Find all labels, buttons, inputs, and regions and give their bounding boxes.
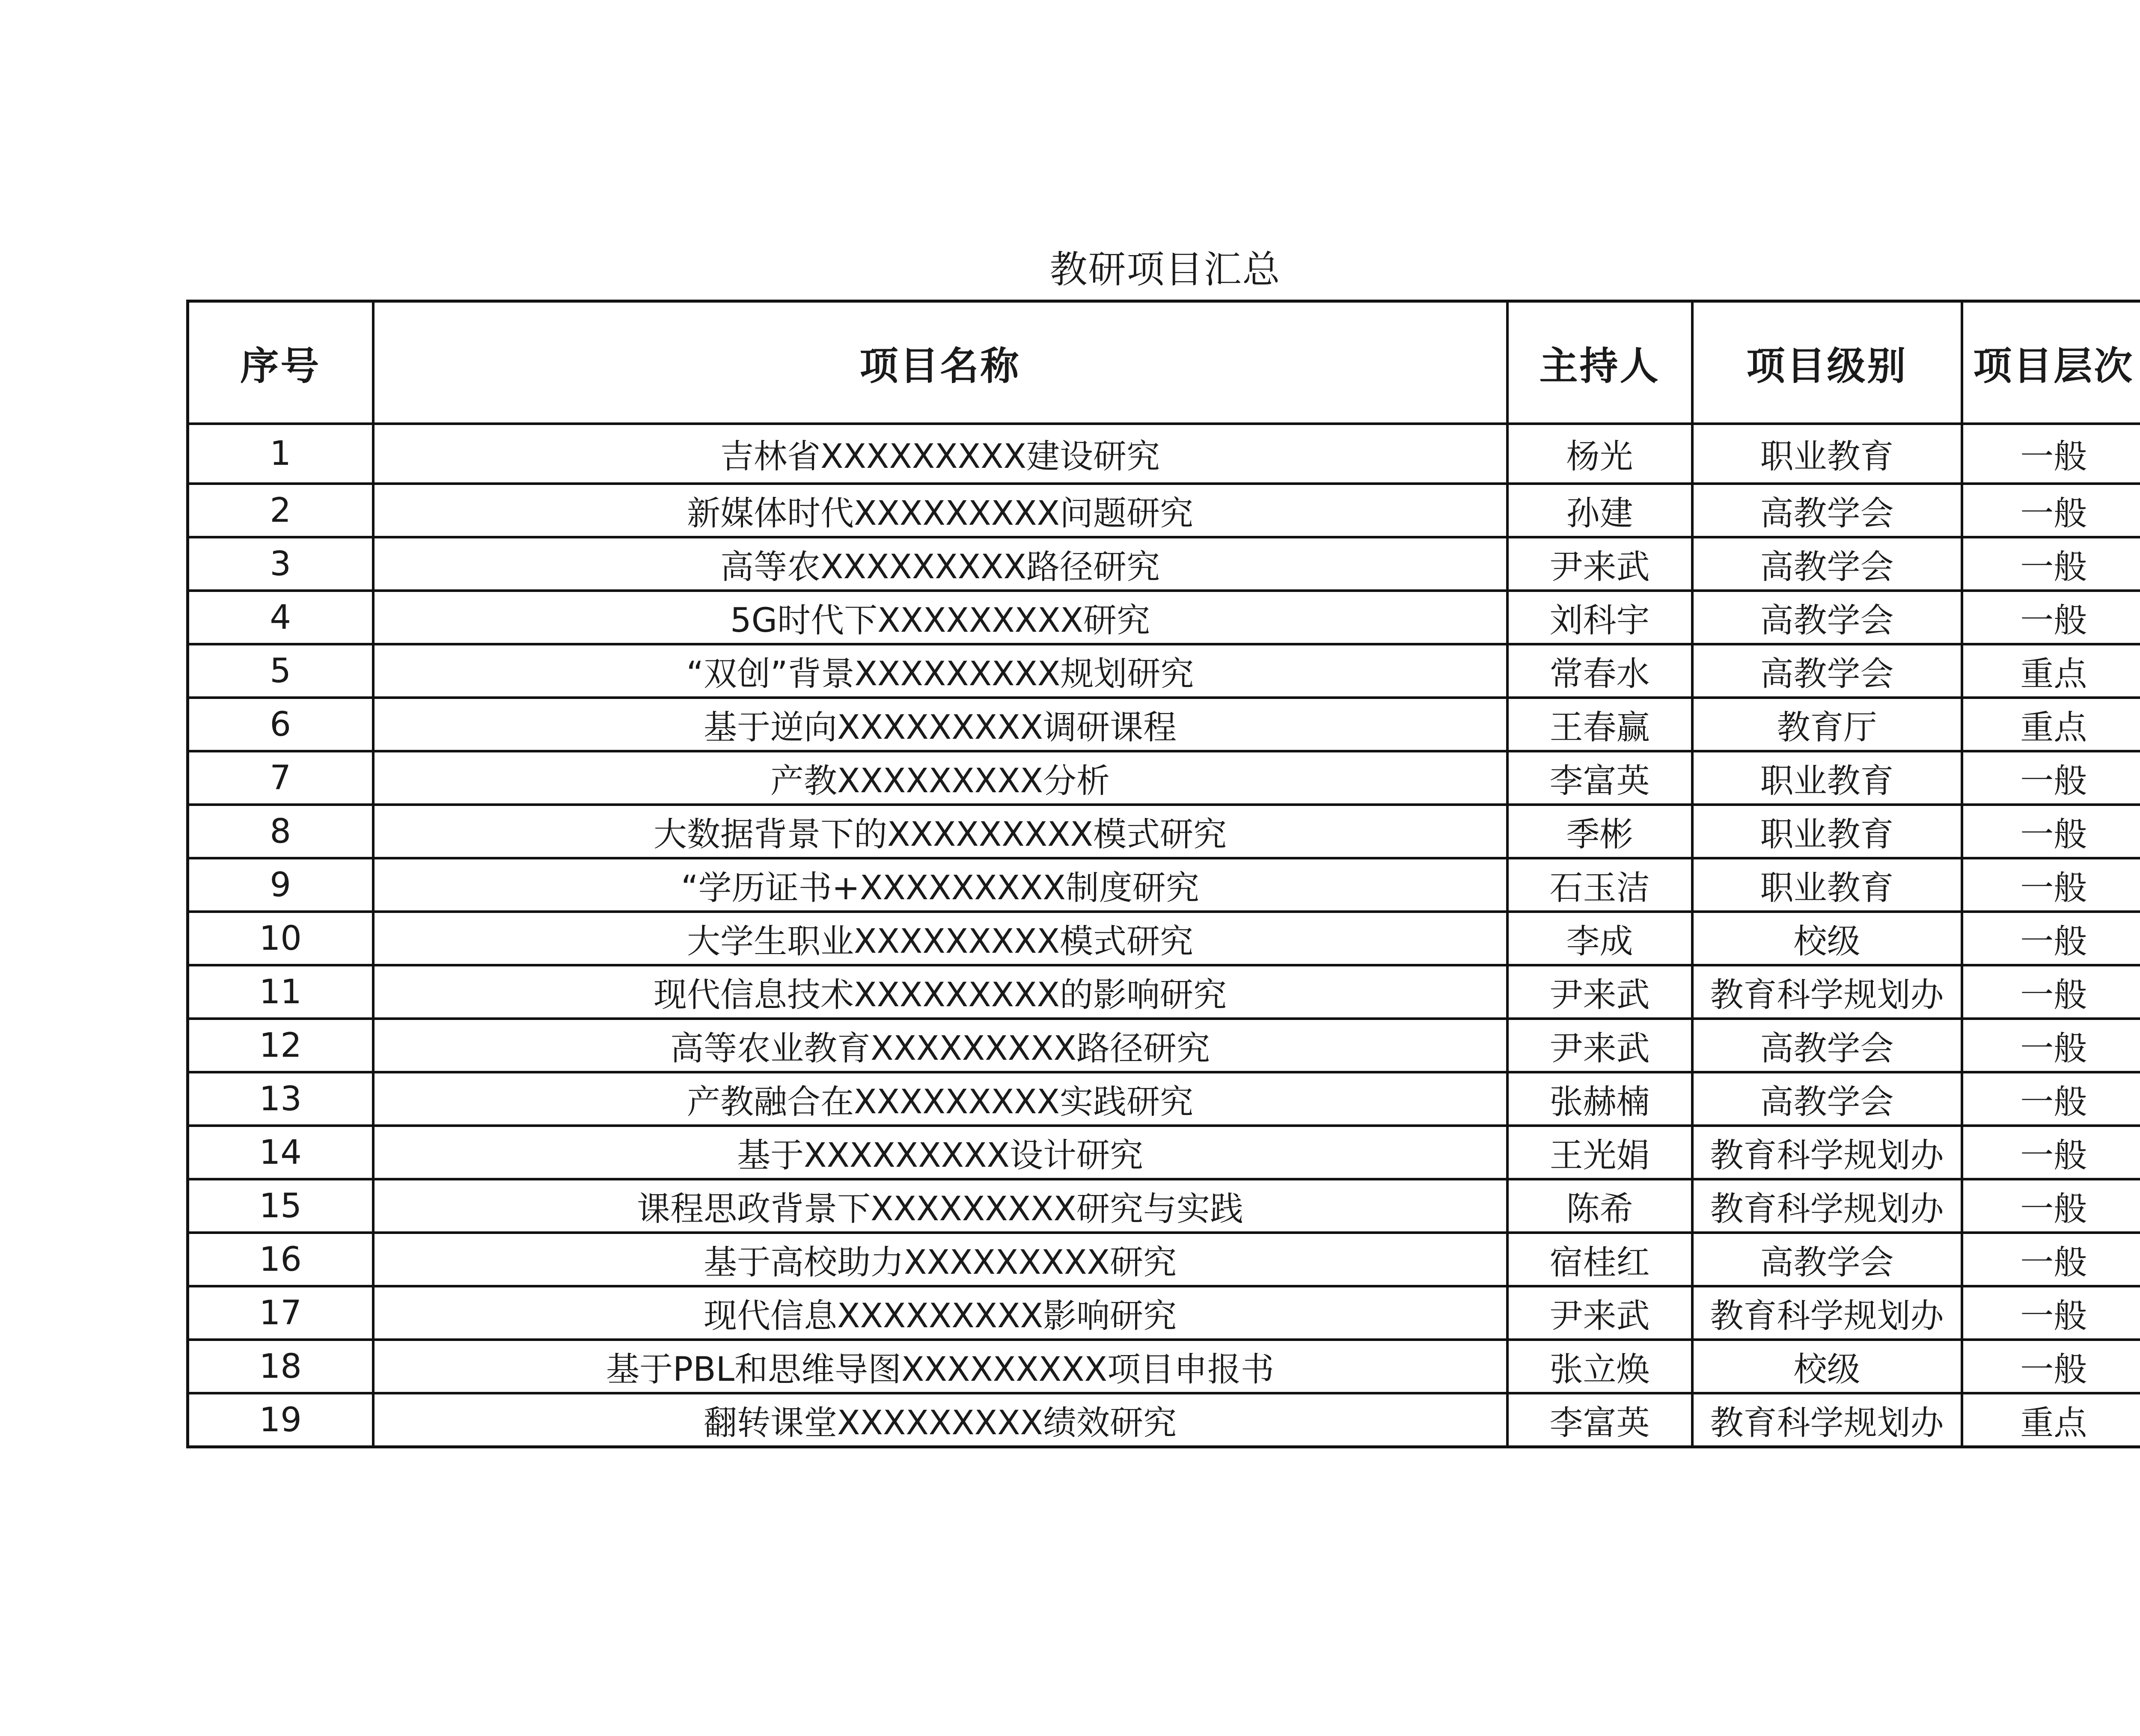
table-row	[188, 858, 2140, 912]
cell-host: 李富英	[1507, 1393, 1692, 1447]
cell-host: 尹来武	[1507, 537, 1692, 591]
cell-project-level: 高教学会	[1692, 1233, 1962, 1286]
cell-project-level: 校级	[1692, 912, 1962, 965]
cell-host: 孙建	[1507, 484, 1692, 537]
page-title: 教研项目汇总	[1049, 247, 1281, 291]
cell-project-level: 职业教育	[1692, 858, 1962, 912]
cell-project-level: 教育科学规划办	[1692, 1126, 1962, 1179]
cell-project-tier: 一般	[1962, 1286, 2140, 1340]
header-index: 序号	[188, 301, 373, 424]
cell-index: 19	[188, 1393, 373, 1447]
table-row	[188, 1233, 2140, 1286]
cell-index: 11	[188, 965, 373, 1019]
project-summary-table	[186, 300, 2140, 1448]
cell-project-name: 现代信息技术XXXXXXXXX的影响研究	[373, 965, 1507, 1019]
cell-project-name: 产教融合在XXXXXXXXX实践研究	[373, 1072, 1507, 1126]
table-row	[188, 1393, 2140, 1447]
cell-index: 4	[188, 591, 373, 644]
cell-index: 14	[188, 1126, 373, 1179]
cell-host: 王春赢	[1507, 698, 1692, 751]
table-row	[188, 1126, 2140, 1179]
cell-index: 3	[188, 537, 373, 591]
table-header	[188, 301, 2140, 424]
header-project-tier: 项目层次	[1962, 301, 2140, 424]
cell-project-tier: 重点	[1962, 644, 2140, 698]
cell-project-tier: 一般	[1962, 1179, 2140, 1233]
cell-project-name: 翻转课堂XXXXXXXXX绩效研究	[373, 1393, 1507, 1447]
cell-project-level: 高教学会	[1692, 1019, 1962, 1072]
table-body	[188, 424, 2140, 1447]
cell-project-level: 教育厅	[1692, 698, 1962, 751]
table-row	[188, 424, 2140, 484]
cell-project-tier: 一般	[1962, 858, 2140, 912]
cell-project-level: 职业教育	[1692, 424, 1962, 484]
cell-project-level: 高教学会	[1692, 537, 1962, 591]
cell-project-tier: 一般	[1962, 965, 2140, 1019]
cell-project-tier: 一般	[1962, 537, 2140, 591]
table-row	[188, 698, 2140, 751]
cell-project-tier: 一般	[1962, 1072, 2140, 1126]
cell-project-tier: 一般	[1962, 912, 2140, 965]
cell-project-level: 教育科学规划办	[1692, 965, 1962, 1019]
cell-project-name: “双创”背景XXXXXXXXX规划研究	[373, 644, 1507, 698]
cell-project-level: 高教学会	[1692, 1072, 1962, 1126]
header-project-level: 项目级别	[1692, 301, 1962, 424]
cell-index: 2	[188, 484, 373, 537]
cell-host: 杨光	[1507, 424, 1692, 484]
cell-project-name: 现代信息XXXXXXXXX影响研究	[373, 1286, 1507, 1340]
table-row	[188, 484, 2140, 537]
cell-host: 张立焕	[1507, 1340, 1692, 1393]
cell-project-tier: 重点	[1962, 698, 2140, 751]
cell-project-name: 基于高校助力XXXXXXXXX研究	[373, 1233, 1507, 1286]
cell-host: 石玉洁	[1507, 858, 1692, 912]
cell-host: 尹来武	[1507, 965, 1692, 1019]
table-row	[188, 1286, 2140, 1340]
cell-project-name: 高等农业教育XXXXXXXXX路径研究	[373, 1019, 1507, 1072]
cell-host: 刘科宇	[1507, 591, 1692, 644]
cell-project-tier: 一般	[1962, 1233, 2140, 1286]
cell-project-level: 职业教育	[1692, 805, 1962, 858]
cell-host: 常春水	[1507, 644, 1692, 698]
cell-index: 18	[188, 1340, 373, 1393]
header-host: 主持人	[1507, 301, 1692, 424]
table-row	[188, 1179, 2140, 1233]
cell-project-name: “学历证书+XXXXXXXXX制度研究	[373, 858, 1507, 912]
table-row	[188, 1019, 2140, 1072]
cell-project-tier: 一般	[1962, 1126, 2140, 1179]
cell-project-tier: 一般	[1962, 484, 2140, 537]
table-row	[188, 805, 2140, 858]
cell-project-name: 基于XXXXXXXXX设计研究	[373, 1126, 1507, 1179]
cell-project-name: 5G时代下XXXXXXXXX研究	[373, 591, 1507, 644]
cell-index: 13	[188, 1072, 373, 1126]
cell-project-tier: 一般	[1962, 1340, 2140, 1393]
cell-index: 17	[188, 1286, 373, 1340]
table-row	[188, 1072, 2140, 1126]
cell-project-level: 教育科学规划办	[1692, 1179, 1962, 1233]
cell-index: 9	[188, 858, 373, 912]
table-row	[188, 912, 2140, 965]
cell-host: 尹来武	[1507, 1286, 1692, 1340]
cell-project-tier: 一般	[1962, 805, 2140, 858]
header-project-name: 项目名称	[373, 301, 1507, 424]
cell-index: 10	[188, 912, 373, 965]
cell-host: 李富英	[1507, 751, 1692, 805]
cell-host: 宿桂红	[1507, 1233, 1692, 1286]
cell-project-name: 吉林省XXXXXXXXX建设研究	[373, 424, 1507, 484]
cell-host: 季彬	[1507, 805, 1692, 858]
cell-host: 陈希	[1507, 1179, 1692, 1233]
table-row	[188, 965, 2140, 1019]
cell-project-level: 高教学会	[1692, 484, 1962, 537]
cell-project-tier: 重点	[1962, 1393, 2140, 1447]
table-row	[188, 591, 2140, 644]
cell-project-tier: 一般	[1962, 751, 2140, 805]
cell-project-level: 高教学会	[1692, 644, 1962, 698]
cell-project-tier: 一般	[1962, 424, 2140, 484]
header-row	[188, 301, 2140, 424]
table-row	[188, 1340, 2140, 1393]
table-row	[188, 537, 2140, 591]
cell-host: 王光娟	[1507, 1126, 1692, 1179]
cell-index: 7	[188, 751, 373, 805]
cell-project-level: 教育科学规划办	[1692, 1286, 1962, 1340]
cell-project-tier: 一般	[1962, 1019, 2140, 1072]
table-row	[188, 751, 2140, 805]
cell-index: 1	[188, 424, 373, 484]
cell-project-name: 基于PBL和思维导图XXXXXXXXX项目申报书	[373, 1340, 1507, 1393]
cell-project-name: 基于逆向XXXXXXXXX调研课程	[373, 698, 1507, 751]
cell-index: 5	[188, 644, 373, 698]
cell-host: 张赫楠	[1507, 1072, 1692, 1126]
cell-index: 8	[188, 805, 373, 858]
cell-project-level: 教育科学规划办	[1692, 1393, 1962, 1447]
cell-project-name: 课程思政背景下XXXXXXXXX研究与实践	[373, 1179, 1507, 1233]
cell-project-name: 新媒体时代XXXXXXXXX问题研究	[373, 484, 1507, 537]
cell-index: 12	[188, 1019, 373, 1072]
cell-index: 6	[188, 698, 373, 751]
cell-project-tier: 一般	[1962, 591, 2140, 644]
cell-project-name: 大数据背景下的XXXXXXXXX模式研究	[373, 805, 1507, 858]
cell-project-name: 大学生职业XXXXXXXXX模式研究	[373, 912, 1507, 965]
cell-project-level: 职业教育	[1692, 751, 1962, 805]
cell-project-level: 校级	[1692, 1340, 1962, 1393]
table-row	[188, 644, 2140, 698]
cell-host: 尹来武	[1507, 1019, 1692, 1072]
cell-host: 李成	[1507, 912, 1692, 965]
cell-project-name: 高等农XXXXXXXXX路径研究	[373, 537, 1507, 591]
cell-index: 15	[188, 1179, 373, 1233]
cell-project-name: 产教XXXXXXXXX分析	[373, 751, 1507, 805]
cell-project-level: 高教学会	[1692, 591, 1962, 644]
cell-index: 16	[188, 1233, 373, 1286]
